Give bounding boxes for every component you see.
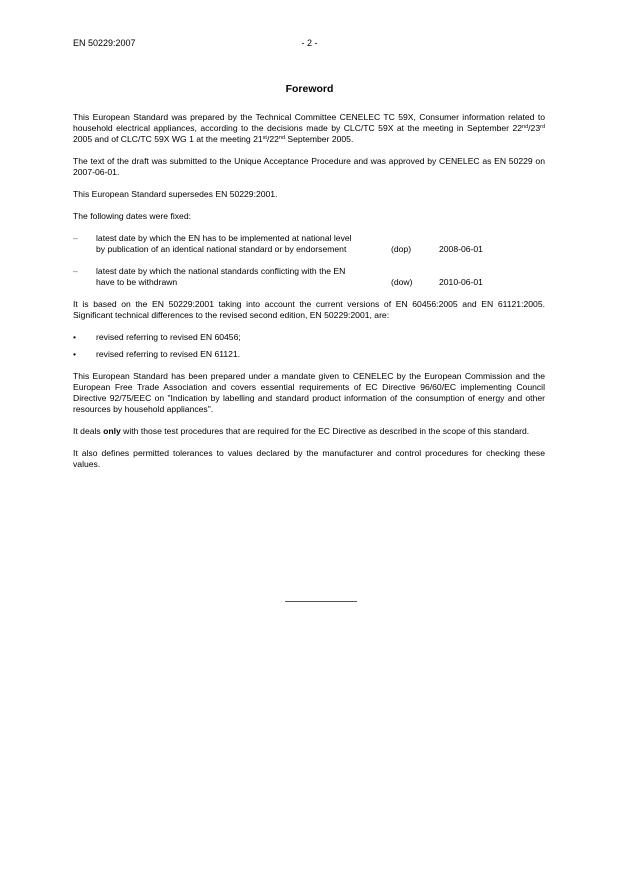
page-title: Foreword [285, 83, 334, 95]
paragraph-mandate: This European Standard has been prepared under a mandate given to CENELEC by the European Commission and the European Free Trade Association and covers essential requirements of EC Directive 96/60/EC implementing Council Directive 92/75/EEC on "Indication by labelling and standard product information of the consumption of energy and other resources by household appliances". [73, 371, 545, 414]
date-description: latest date by which the EN has to be implemented at national level by publication of an identical national standard or by endorsement [96, 233, 352, 254]
list-item: • revised referring to revised EN 61121. [73, 349, 241, 359]
list-item: • revised referring to revised EN 60456; [73, 332, 241, 342]
date-item-dow [73, 266, 545, 288]
paragraph-tolerances: It also defines permitted tolerances to values declared by the manufacturer and control procedures for checking these values. [73, 448, 545, 469]
paragraph-supersedes: This European Standard supersedes EN 50229:2001. [73, 189, 278, 199]
date-description: latest date by which the national standards conflicting with the EN have to be withdrawn [96, 266, 346, 287]
foreword-body [73, 112, 545, 481]
paragraph-preparation: This European Standard was prepared by the Technical Committee CENELEC TC 59X, Consumer information related to household electrical appliances, according to the decisions made by CLC/TC 59X at the meeting in September 22nd/23rd 2005 and of CLC/TC 59X WG 1 at the meeting 21st/22nd September 2005. [73, 112, 545, 144]
header-doc-id: EN 50229:2007 [73, 38, 136, 48]
dash-marker: – [73, 266, 78, 276]
date-value: 2010-06-01 [439, 277, 483, 287]
paragraph-scope: It deals only with those test procedures that are required for the EC Directive as described in the scope of this standard. [73, 426, 530, 436]
paragraph-dates-intro: The following dates were fixed: [73, 211, 191, 221]
dash-marker: – [73, 233, 78, 243]
header-page-number: - 2 - [301, 38, 318, 48]
bullet-icon: • [73, 332, 77, 342]
dates-list [73, 233, 545, 288]
paragraph-basis: It is based on the EN 50229:2001 taking into account the current versions of EN 60456:2005 and EN 61121:2005. Significant technical differences to the revised second edition, EN 50229:2001, are: [73, 299, 545, 320]
bullet-icon: • [73, 349, 77, 359]
paragraph-approval: The text of the draft was submitted to the Unique Acceptance Procedure and was approved by CENELEC as EN 50229 on 2007-06-01. [73, 156, 545, 177]
date-code: (dop) [391, 244, 412, 254]
date-code: (dow) [391, 277, 413, 287]
changes-list [73, 332, 545, 360]
end-divider [285, 601, 357, 602]
date-value: 2008-06-01 [439, 244, 483, 254]
date-item-dop [73, 233, 545, 255]
